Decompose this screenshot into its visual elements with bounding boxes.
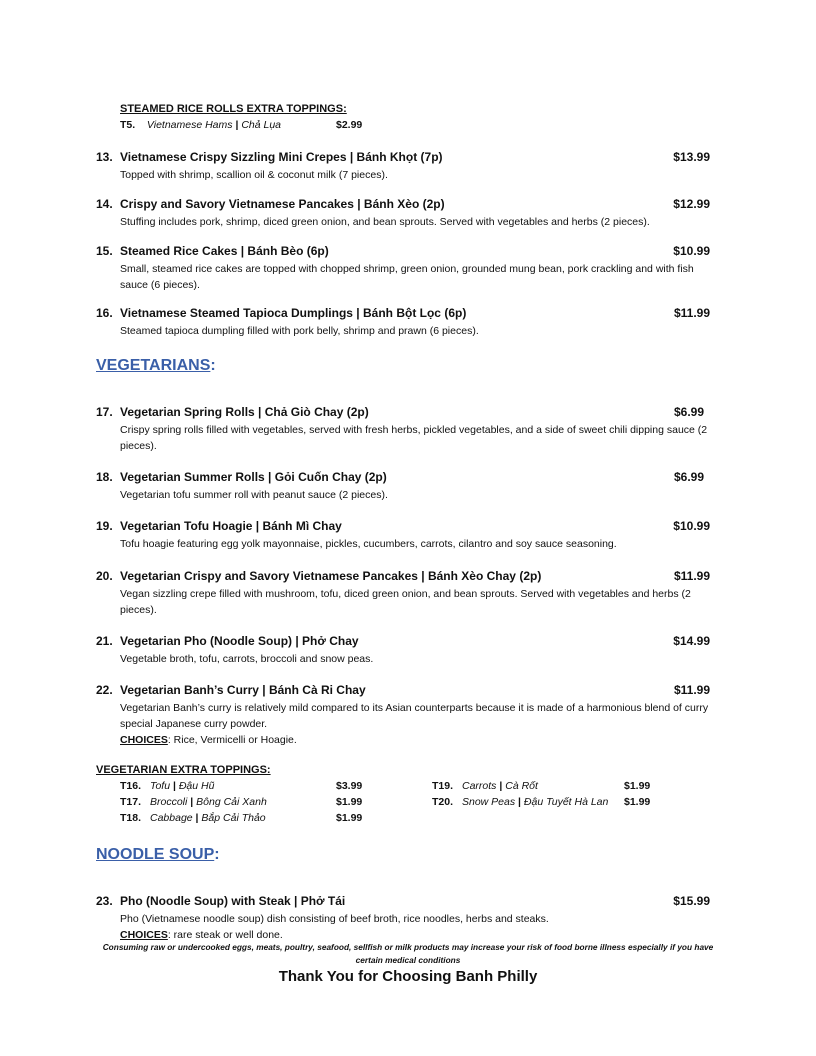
topping-code: T18. bbox=[120, 812, 142, 824]
choices-label: CHOICES bbox=[120, 734, 168, 746]
topping-row bbox=[432, 780, 662, 796]
separator: | bbox=[195, 812, 199, 824]
menu-item-15 bbox=[96, 244, 716, 293]
item-choices bbox=[120, 732, 716, 748]
topping-row bbox=[120, 780, 380, 796]
choices-label: CHOICES bbox=[120, 929, 168, 941]
item-price: $15.99 bbox=[673, 894, 710, 908]
thank-you-footer: Thank You for Choosing Banh Philly bbox=[278, 968, 538, 985]
menu-item-19 bbox=[96, 519, 716, 552]
item-price: $14.99 bbox=[673, 634, 710, 648]
topping-viet-name: Bông Cải Xanh bbox=[196, 796, 267, 808]
topping-name: Tofu bbox=[150, 780, 171, 792]
item-price: $11.99 bbox=[673, 306, 710, 320]
menu-item-16 bbox=[96, 306, 716, 339]
item-number: 23. bbox=[96, 894, 113, 908]
item-number: 21. bbox=[96, 634, 113, 648]
topping-row bbox=[120, 812, 380, 828]
item-description: Steamed tapioca dumpling filled with pork belly, shrimp and prawn (6 pieces). bbox=[120, 325, 479, 337]
item-name: Crispy and Savory Vietnamese Pancakes | Bánh Xèo (2p) bbox=[120, 197, 445, 211]
item-name: Steamed Rice Cakes | Bánh Bèo (6p) bbox=[120, 244, 329, 258]
item-price: $11.99 bbox=[673, 569, 710, 583]
item-price: $12.99 bbox=[673, 197, 710, 211]
item-name: Vegetarian Tofu Hoagie | Bánh Mì Chay bbox=[120, 519, 342, 533]
topping-code: T19. bbox=[432, 780, 454, 792]
menu-item-17 bbox=[96, 405, 716, 454]
menu-item-18 bbox=[96, 470, 716, 503]
choices-text: : Rice, Vermicelli or Hoagie. bbox=[167, 734, 297, 746]
topping-row bbox=[120, 119, 380, 131]
item-price: $6.99 bbox=[673, 470, 704, 484]
topping-name: Snow Peas bbox=[462, 796, 516, 808]
item-description: Vegetarian Banh’s curry is relatively mild compared to its Asian counterparts because it is made of a harmonious blend of curry special Japanese curry powder. bbox=[120, 702, 709, 730]
topping-name: Cabbage bbox=[150, 812, 193, 824]
item-price: $10.99 bbox=[673, 244, 710, 258]
item-number: 13. bbox=[96, 150, 113, 164]
topping-name: Carrots bbox=[462, 780, 497, 792]
topping-name: Vietnamese Hams bbox=[146, 119, 233, 131]
topping-price: $3.99 bbox=[336, 780, 363, 792]
item-description: Crispy spring rolls filled with vegetables, served with fresh herbs, pickled vegetables, and a side of sweet chili dipping sauce (2 pieces). bbox=[120, 424, 708, 452]
separator: | bbox=[518, 796, 521, 808]
item-description: Topped with shrimp, scallion oil & coconut milk (7 pieces). bbox=[120, 169, 388, 181]
topping-price: $1.99 bbox=[336, 812, 363, 824]
choices-text: : rare steak or well done. bbox=[167, 929, 283, 941]
topping-code: T20. bbox=[432, 796, 454, 808]
item-name: Vegetarian Banh’s Curry | Bánh Cà Ri Chay bbox=[120, 683, 366, 697]
item-description: Vegetarian tofu summer roll with peanut sauce (2 pieces). bbox=[120, 489, 388, 501]
topping-viet-name: Cà Rốt bbox=[505, 780, 538, 792]
veg-toppings-heading: VEGETARIAN EXTRA TOPPINGS: bbox=[96, 764, 271, 776]
item-number: 20. bbox=[96, 569, 113, 583]
item-name: Vegetarian Crispy and Savory Vietnamese Pancakes | Bánh Xèo Chay (2p) bbox=[120, 569, 542, 583]
item-number: 19. bbox=[96, 519, 113, 533]
topping-code: T17. bbox=[120, 796, 142, 808]
item-number: 14. bbox=[96, 197, 113, 211]
topping-price: $1.99 bbox=[336, 796, 363, 808]
rice-roll-toppings-heading: STEAMED RICE ROLLS EXTRA TOPPINGS: bbox=[120, 103, 347, 115]
item-price: $13.99 bbox=[673, 150, 710, 164]
separator: | bbox=[499, 780, 503, 792]
menu-item-23 bbox=[96, 894, 716, 943]
item-description: Vegan sizzling crepe filled with mushroom, tofu, diced green onion, and bean sprouts. Served with vegetables and herbs (2 pieces). bbox=[120, 588, 691, 616]
item-name: Pho (Noodle Soup) with Steak | Phở Tái bbox=[120, 894, 346, 908]
item-number: 15. bbox=[96, 244, 113, 258]
topping-row bbox=[432, 796, 662, 812]
item-description: Small, steamed rice cakes are topped with chopped shrimp, green onion, grounded mung bean, pork crackling and with fish sauce (6 pieces). bbox=[120, 263, 694, 291]
menu-item-20 bbox=[96, 569, 716, 618]
item-description: Tofu hoagie featuring egg yolk mayonnaise, pickles, cucumbers, carrots, cilantro and soy sauce seasoning. bbox=[120, 538, 617, 550]
item-price: $10.99 bbox=[673, 519, 710, 533]
health-disclaimer: Consuming raw or undercooked eggs, meats, poultry, seafood, sellfish or milk products may increase your risk of food borne illness especially if you have certain medical conditions bbox=[102, 942, 714, 965]
section-heading-vegetarians: VEGETARIANS: bbox=[96, 357, 216, 374]
topping-code: T5. bbox=[120, 119, 136, 131]
menu-item-13 bbox=[96, 150, 716, 183]
topping-viet-name: Đậu Tuyết Hà Lan bbox=[523, 796, 609, 808]
separator: | bbox=[190, 796, 194, 808]
item-description: Vegetable broth, tofu, carrots, broccoli and snow peas. bbox=[120, 653, 374, 665]
topping-code: T16. bbox=[120, 780, 142, 792]
topping-price: $1.99 bbox=[624, 780, 651, 792]
item-number: 18. bbox=[96, 470, 113, 484]
topping-viet-name: Đậu Hũ bbox=[178, 780, 215, 792]
separator: | bbox=[235, 119, 239, 131]
topping-viet-name: Bắp Cải Thảo bbox=[201, 812, 266, 824]
item-number: 22. bbox=[96, 683, 113, 697]
topping-row bbox=[120, 796, 380, 812]
menu-item-21 bbox=[96, 634, 716, 667]
item-name: Vietnamese Crispy Sizzling Mini Crepes | Bánh Khọt (7p) bbox=[120, 150, 443, 164]
topping-viet-name: Chả Lụa bbox=[241, 119, 282, 131]
item-name: Vietnamese Steamed Tapioca Dumplings | Bánh Bột Lọc (6p) bbox=[120, 306, 467, 320]
item-description: Stuffing includes pork, shrimp, diced green onion, and bean sprouts. Served with vegetables and herbs (2 pieces). bbox=[120, 216, 650, 228]
item-name: Vegetarian Pho (Noodle Soup) | Phở Chay bbox=[120, 634, 359, 648]
item-description: Pho (Vietnamese noodle soup) dish consisting of beef broth, rice noodles, herbs and steaks. bbox=[120, 913, 549, 925]
item-price: $6.99 bbox=[673, 405, 704, 419]
item-number: 16. bbox=[96, 306, 113, 320]
item-name: Vegetarian Spring Rolls | Chả Giò Chay (2p) bbox=[120, 405, 369, 419]
topping-name: Broccoli bbox=[150, 796, 188, 808]
section-heading-noodle-soup: NOODLE SOUP: bbox=[96, 846, 220, 863]
menu-item-22 bbox=[96, 683, 716, 748]
item-price: $11.99 bbox=[673, 683, 710, 697]
item-name: Vegetarian Summer Rolls | Gỏi Cuốn Chay (2p) bbox=[120, 470, 387, 484]
menu-item-14 bbox=[96, 197, 716, 230]
separator: | bbox=[172, 780, 176, 792]
topping-price: $2.99 bbox=[336, 119, 363, 131]
item-number: 17. bbox=[96, 405, 113, 419]
topping-price: $1.99 bbox=[624, 796, 651, 808]
